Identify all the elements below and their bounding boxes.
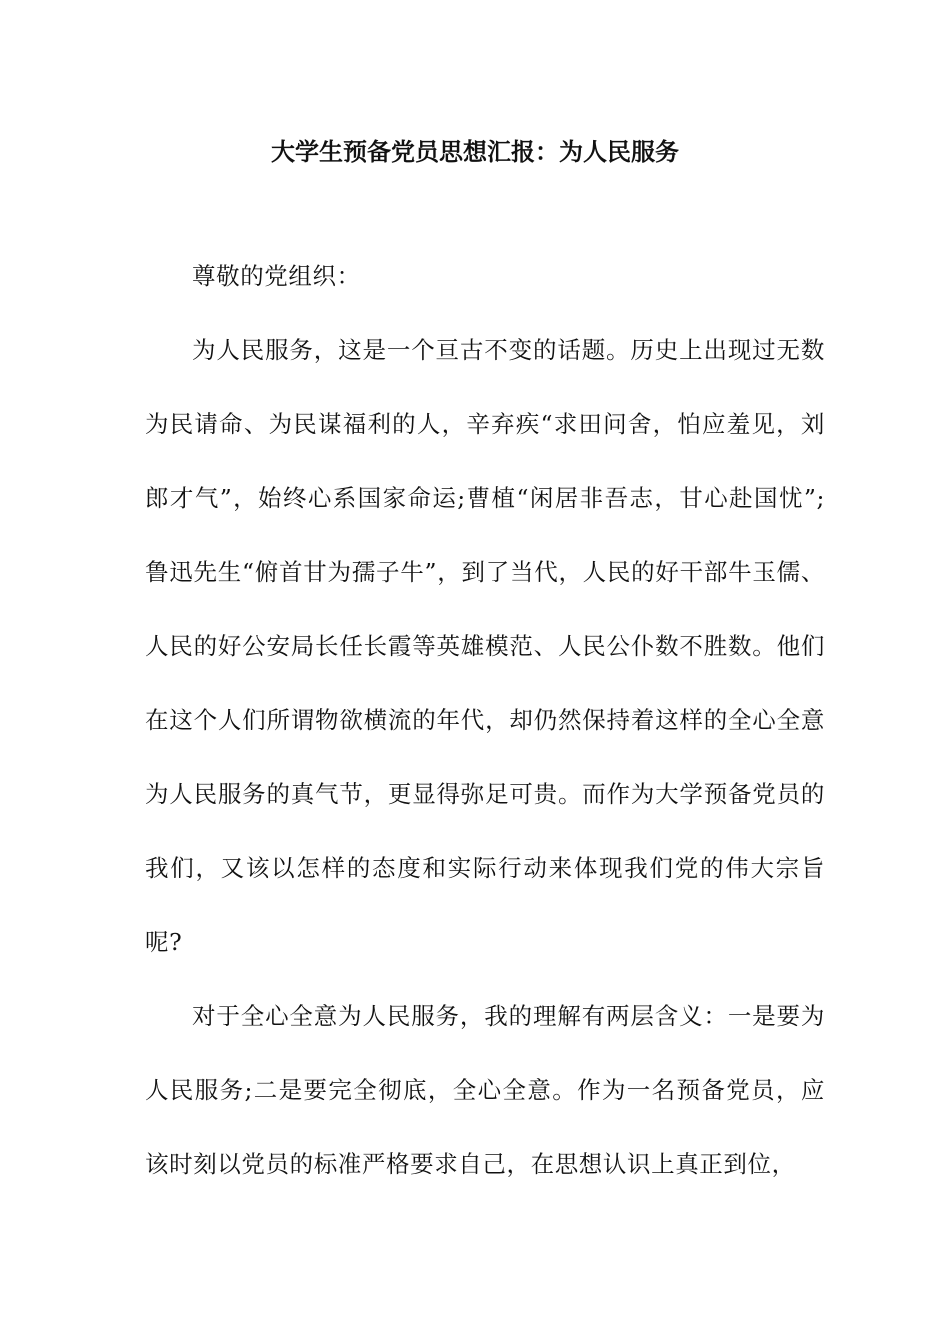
paragraph-2: 对于全心全意为人民服务，我的理解有两层含义：一是要为人民服务;二是要完全彻底，全心全意。作为一名预备党员，应该时刻以党员的标准严格要求自己，在思想认识上真正到位， [145, 1002, 825, 1178]
salutation: 尊敬的党组织： [192, 262, 361, 290]
paragraph-1: 为人民服务，这是一个亘古不变的话题。历史上出现过无数为民请命、为民谋福利的人，辛弃疾“求田问舍，怕应羞见，刘郎才气”，始终心系国家命运;曹植“闲居非吾志，甘心赴国忧”;鲁迅先生“俯首甘为孺子牛”，到了当代，人民的好干部牛玉儒、人民的好公安局长任长霞等英雄模范、人民公仆数不胜数。他们在这个人们所谓物欲横流的年代，却仍然保持着这样的全心全意为人民服务的真气节，更显得弥足可贵。而作为大学预备党员的我们，又该以怎样的态度和实际行动来体现我们党的伟大宗旨呢? [145, 336, 825, 956]
document-title: 大学生预备党员思想汇报：为人民服务 [271, 137, 679, 166]
